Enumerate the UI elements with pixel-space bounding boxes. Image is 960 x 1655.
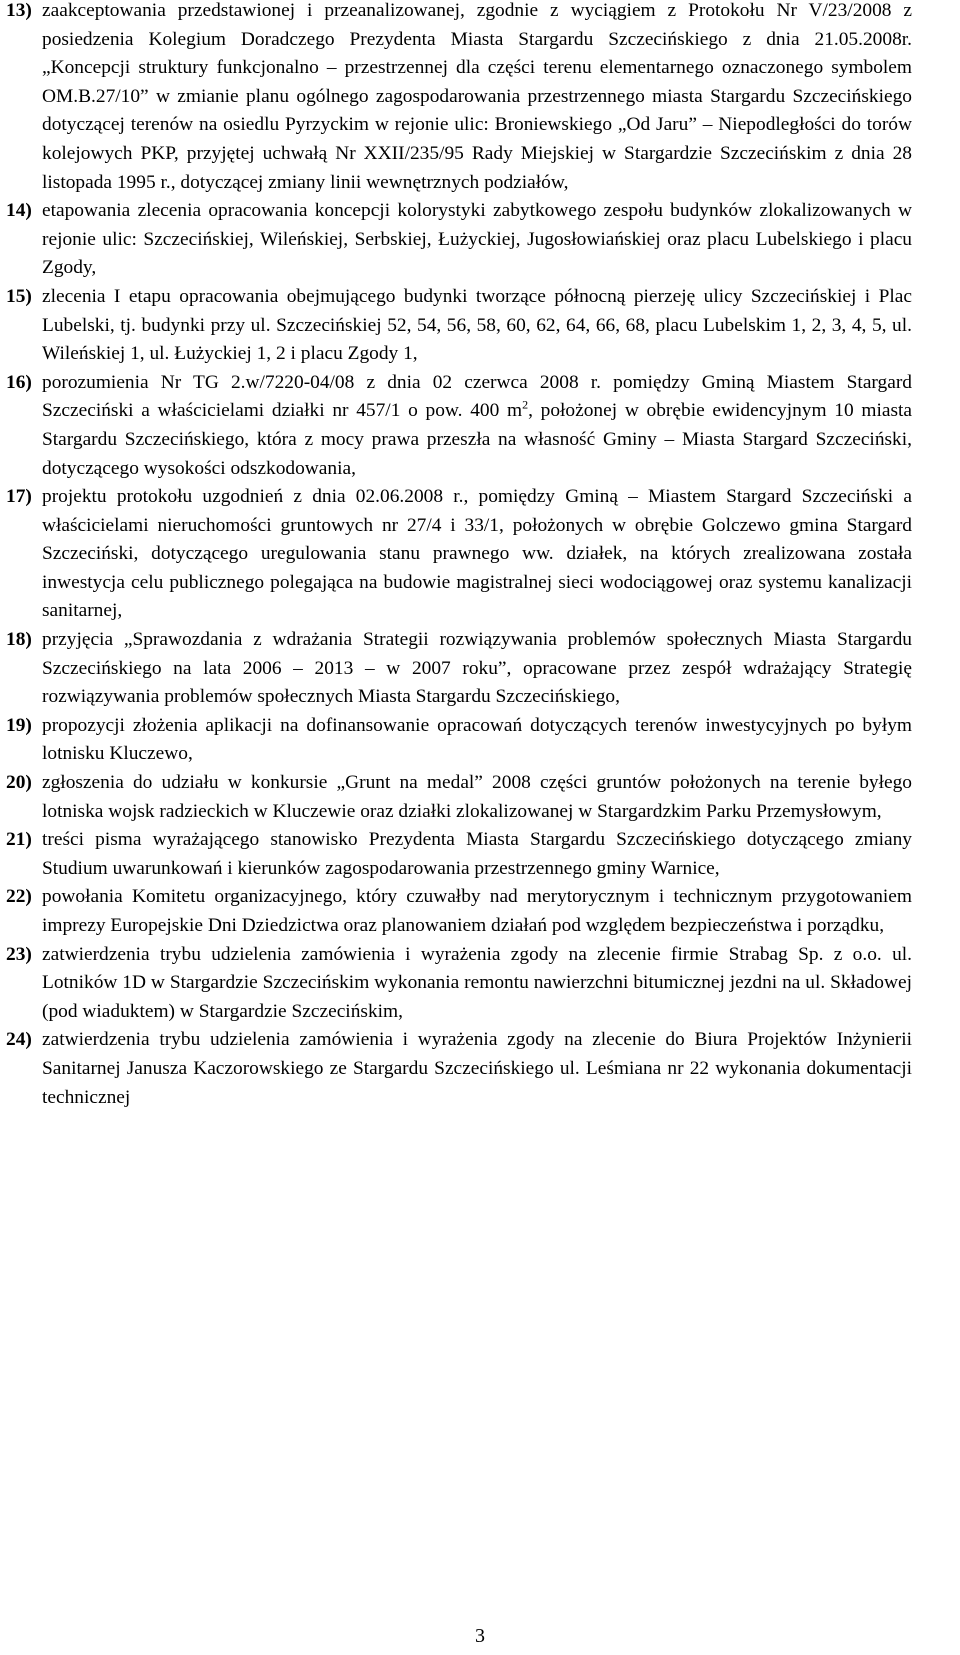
item-number: 17) [6,486,32,508]
list-item-22 [6,883,912,940]
list-item-23 [6,941,912,1027]
list-item-20 [6,769,912,826]
item-text: przyjęcia „Sprawozdania z wdrażania Strategii rozwiązywania problemów społecznych Miasta Stargardu Szczecińskiego na lata 2006 – 2013 – w 2007 roku”, opracowane przez zespół wdrażający Strategię rozwiązywania problemów społecznych Miasta Stargardu Szczecińskiego, [42,629,912,708]
list-item-24 [6,1026,912,1112]
item-text-part: , położonej w obrębie ewidencyjnym 10 miasta Stargardu Szczecińskiego, która z mocy prawa przeszła na własność Gminy – Miasta Stargard Szczeciński, dotyczącego wysokości odszkodowania, [42,400,912,479]
item-text: etapowania zlecenia opracowania koncepcji kolorystyki zabytkowego zespołu budynków zlokalizowanych w rejonie ulic: Szczecińskiej, Wileńskiej, Serbskiej, Łużyckiej, Jugosłowiańskiej oraz placu Lubelskiego i placu Zgody, [42,200,912,279]
item-number: 18) [6,629,32,651]
list-item-16 [6,369,912,483]
item-text: zatwierdzenia trybu udzielenia zamówienia i wyrażenia zgody na zlecenie firmie Strabag Sp. z o.o. ul. Lotników 1D w Stargardzie Szczecińskim wykonania remontu nawierzchni bitumicznej jezdni na ul. Składowej (pod wiaduktem) w Stargardzie Szczecińskim, [42,943,912,1022]
item-text: treści pisma wyrażającego stanowisko Prezydenta Miasta Stargardu Szczecińskiego dotyczącego zmiany Studium uwarunkowań i kierunków zagospodarowania przestrzennego gminy Warnice, [42,829,912,879]
list-item-19 [6,712,912,769]
item-text: zgłoszenia do udziału w konkursie „Grunt na medal” 2008 części gruntów położonych na terenie byłego lotniska wojsk radzieckich w Kluczewie oraz działki zlokalizowanej w Stargardzkim Parku Przemysłowym, [42,772,912,822]
item-number: 13) [6,0,32,21]
item-number: 22) [6,886,32,908]
item-number: 20) [6,772,32,794]
item-text: zaakceptowania przedstawionej i przeanalizowanej, zgodnie z wyciągiem z Protokołu Nr V/23/2008 z posiedzenia Kolegium Doradczego Prezydenta Miasta Stargardu Szczecińskiego z dnia 21.05.2008r. „Koncepcji struktury funkcjonalno – przestrzennej dla części terenu elementarnego oznaczonego symbolem OM.B.27/10” w zmianie planu ogólnego zagospodarowania przestrzennego miasta Stargardu Szczecińskiego dotyczącej terenów na osiedlu Pyrzyckim w rejonie ulic: Broniewskiego „Od Jaru” – Niepodległości do torów kolejowych PKP, przyjętej uchwałą Nr XXII/235/95 Rady Miejskiej w Stargardzie Szczecińskim z dnia 28 listopada 1995 r., dotyczącej zmiany linii wewnętrznych podziałów, [42,0,912,193]
item-text: propozycji złożenia aplikacji na dofinansowanie opracowań dotyczących terenów inwestycyjnych po byłym lotnisku Kluczewo, [42,714,912,765]
item-number: 16) [6,371,32,393]
item-text: projektu protokołu uzgodnień z dnia 02.06.2008 r., pomiędzy Gminą – Miastem Stargard Szczeciński a właścicielami nieruchomości gruntowych nr 27/4 i 33/1, położonych w obrębie Golczewo gmina Stargard Szczeciński, dotyczącego uregulowania stanu prawnego ww. działek, na których zrealizowana została inwestycja celu publicznego polegająca na budowie magistralnej sieci wodociągowej oraz systemu kanalizacji sanitarnej, [42,486,912,622]
list-item-13 [6,0,912,197]
list-item-17 [6,483,912,626]
list-item-14 [6,197,912,283]
list-item-15 [6,283,912,369]
resolution-list [6,0,912,1112]
item-number: 21) [6,829,32,851]
item-text [42,369,912,483]
item-text: powołania Komitetu organizacyjnego, który czuwałby nad merytorycznym i technicznym przygotowaniem imprezy Europejskie Dni Dziedzictwa oraz planowaniem działań pod względem bezpieczeństwa i porządku, [42,886,912,936]
item-text: zatwierdzenia trybu udzielenia zamówienia i wyrażenia zgody na zlecenie do Biura Projektów Inżynierii Sanitarnej Janusza Kaczorowskiego ze Stargardu Szczecińskiego ul. Leśmiana nr 22 wykonania dokumentacji technicznej [42,1029,912,1108]
list-item-18 [6,626,912,712]
item-number: 14) [6,200,32,222]
item-number: 24) [6,1029,32,1051]
item-text: zlecenia I etapu opracowania obejmującego budynki tworzące północną pierzeję ulicy Szczecińskiej i Plac Lubelski, tj. budynki przy ul. Szczecińskiej 52, 54, 56, 58, 60, 62, 64, 66, 68, placu Lubelskim 1, 2, 3, 4, 5, ul. Wileńskiej 1, ul. Łużyckiej 1, 2 i placu Zgody 1, [42,285,912,365]
list-item-21 [6,826,912,883]
item-text-part: porozumienia Nr TG 2.w/7220-04/08 z dnia 02 czerwca 2008 r. pomiędzy Gminą Miastem Stargard Szczeciński a właścicielami działki nr 457/1 o pow. 400 m [42,371,912,422]
item-number: 19) [6,714,32,736]
item-number: 23) [6,943,32,965]
page-number: 3 [475,1625,485,1647]
area-unit-superscript: 2 [522,397,529,412]
item-number: 15) [6,285,32,307]
